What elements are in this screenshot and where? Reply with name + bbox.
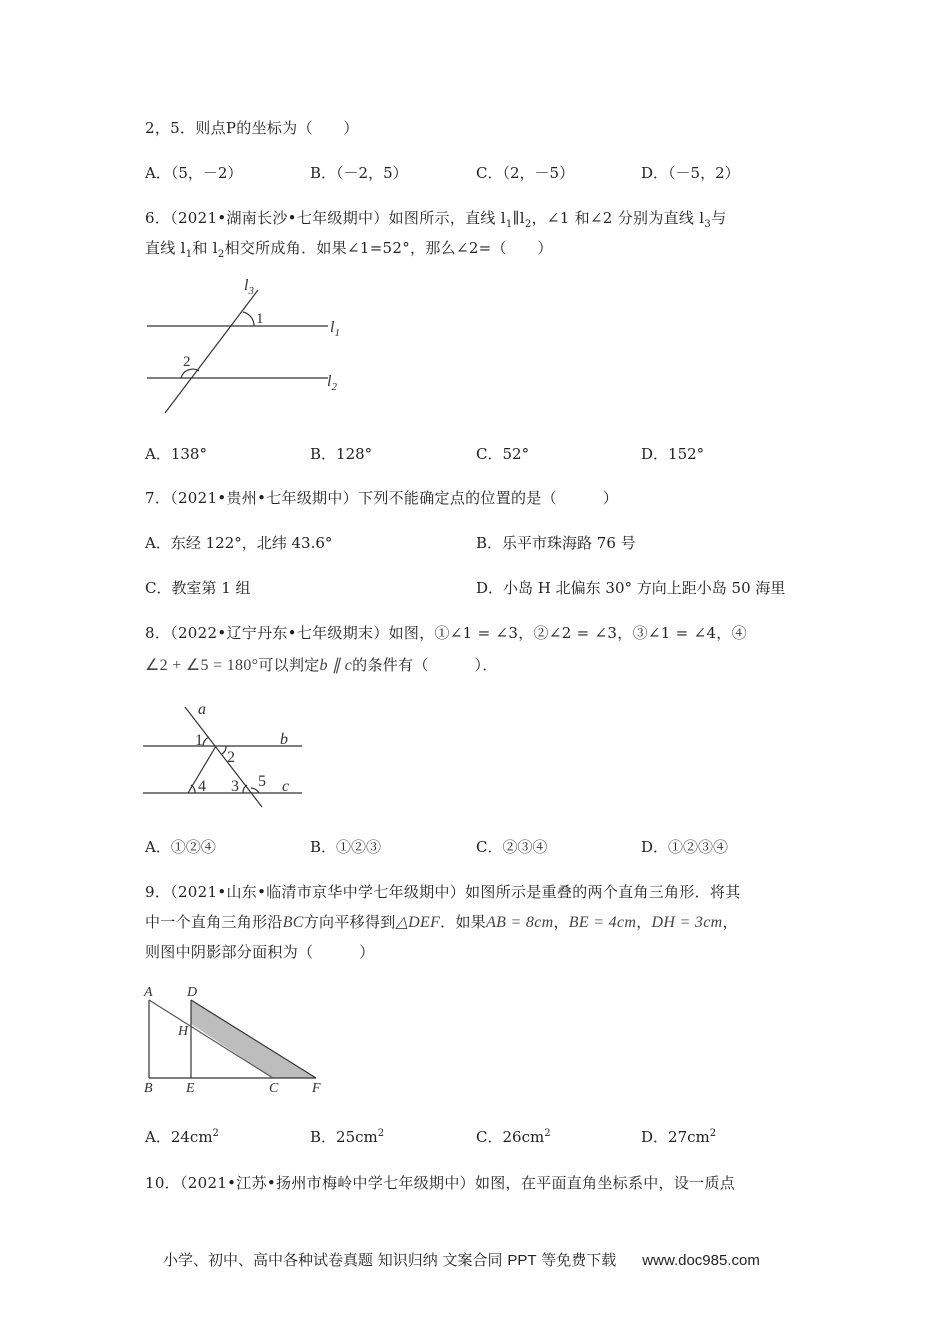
q6-stem-line2: 直线 $l_1$和 $l_2$相交所成角．如果∠1=52°，那么∠2=（ ） [145,239,553,260]
q5-stem: 2，5．则点P的坐标为（ ） [145,119,359,137]
q8-stem-line1: 8．（2022•辽宁丹东•七年级期末）如图，①∠1 = ∠3，②∠2 = ∠3，③∠1 = ∠4，④ [145,624,747,642]
q9-stem-line1: 9．（2021•山东•临清市京华中学七年级期中）如图所示是重叠的两个直角三角形．将其 [145,883,741,901]
label-D: D [187,985,198,1000]
label-angle2: 2 [227,749,235,766]
q5-option-a: A．（5，－2） [145,164,243,182]
label-angle2: 2 [183,354,191,370]
label-B: B [144,1081,153,1095]
label-angle5: 5 [258,773,266,790]
q10-stem: 10．（2021•江苏•扬州市梅岭中学七年级期中）如图，在平面直角坐标系中，设一质点 [145,1174,736,1192]
q9-triangles-figure [140,980,330,1095]
q6-option-b: B．128° [310,445,373,463]
label-E: E [186,1081,195,1095]
page-footer: 小学、初中、高中各种试卷真题 知识归纳 文案合同 PPT 等免费下载 www.doc985.com [163,1251,760,1269]
q7-stem: 7．（2021•贵州•七年级期中）下列不能确定点的位置的是（ ） [145,489,619,507]
q8-option-d: D．①②③④ [641,838,729,856]
q6-option-d: D．152° [641,445,705,463]
label-a: a [198,701,206,718]
q5-option-c: C．（2，－5） [476,164,575,182]
label-C: C [269,1081,279,1095]
q7-option-b: B．乐平市珠海路 76 号 [476,534,636,552]
label-A: A [144,985,153,1000]
q9-option-c: C．$26cm^2$ [476,1128,551,1146]
label-b: b [280,731,288,748]
q9-stem-line2: 中一个直角三角形沿BC方向平移得到△DEF．如果AB = 8cm，BE = 4cm，DH = 3cm， [145,913,738,931]
q9-option-d: D．$27cm^2$ [641,1128,717,1146]
q8-stem-line2: ∠2 + ∠5 = 180°可以判定b ∥ c的条件有（ ）． [145,656,498,674]
label-angle1: 1 [256,311,264,327]
label-angle4: 4 [198,778,206,795]
q6-parallel-lines-figure [140,270,360,420]
footer-url-link[interactable]: www.doc985.com [642,1252,760,1269]
label-H: H [178,1024,189,1039]
q6-option-a: A．138° [145,445,207,463]
label-l3: $l_3$ [244,277,254,297]
label-l2: $l_2$ [327,373,337,393]
label-l1: $l_1$ [330,319,340,339]
q7-option-a: A．东经 122°，北纬 43.6° [145,534,333,552]
q6-option-c: C．52° [476,445,530,463]
q7-option-d: D．小岛 H 北偏东 30° 方向上距小岛 50 海里 [476,579,786,597]
q6-stem-line1: 6．（2021•湖南长沙•七年级期中）如图所示，直线 $l_1\parallel l_2$，∠1 和∠2 分别为直线 $l_3$与 [145,209,727,230]
q8-option-a: A．①②④ [145,838,216,856]
q9-option-b: B．$25cm^2$ [310,1128,385,1146]
label-F: F [312,1081,321,1095]
q9-stem-line3: 则图中阴影部分面积为（ ） [145,943,375,961]
label-angle3: 3 [231,778,239,795]
q7-option-c: C．教室第 1 组 [145,579,251,597]
q8-option-b: B．①②③ [310,838,382,856]
label-angle1: 1 [195,732,203,749]
q9-option-a: A．$24cm^2$ [145,1128,219,1146]
q8-transversal-figure [140,695,310,810]
q5-option-d: D．（－5，2） [641,164,740,182]
q8-option-c: C．②③④ [476,838,548,856]
q5-option-b: B．（－2，5） [310,164,408,182]
label-c: c [282,778,290,795]
